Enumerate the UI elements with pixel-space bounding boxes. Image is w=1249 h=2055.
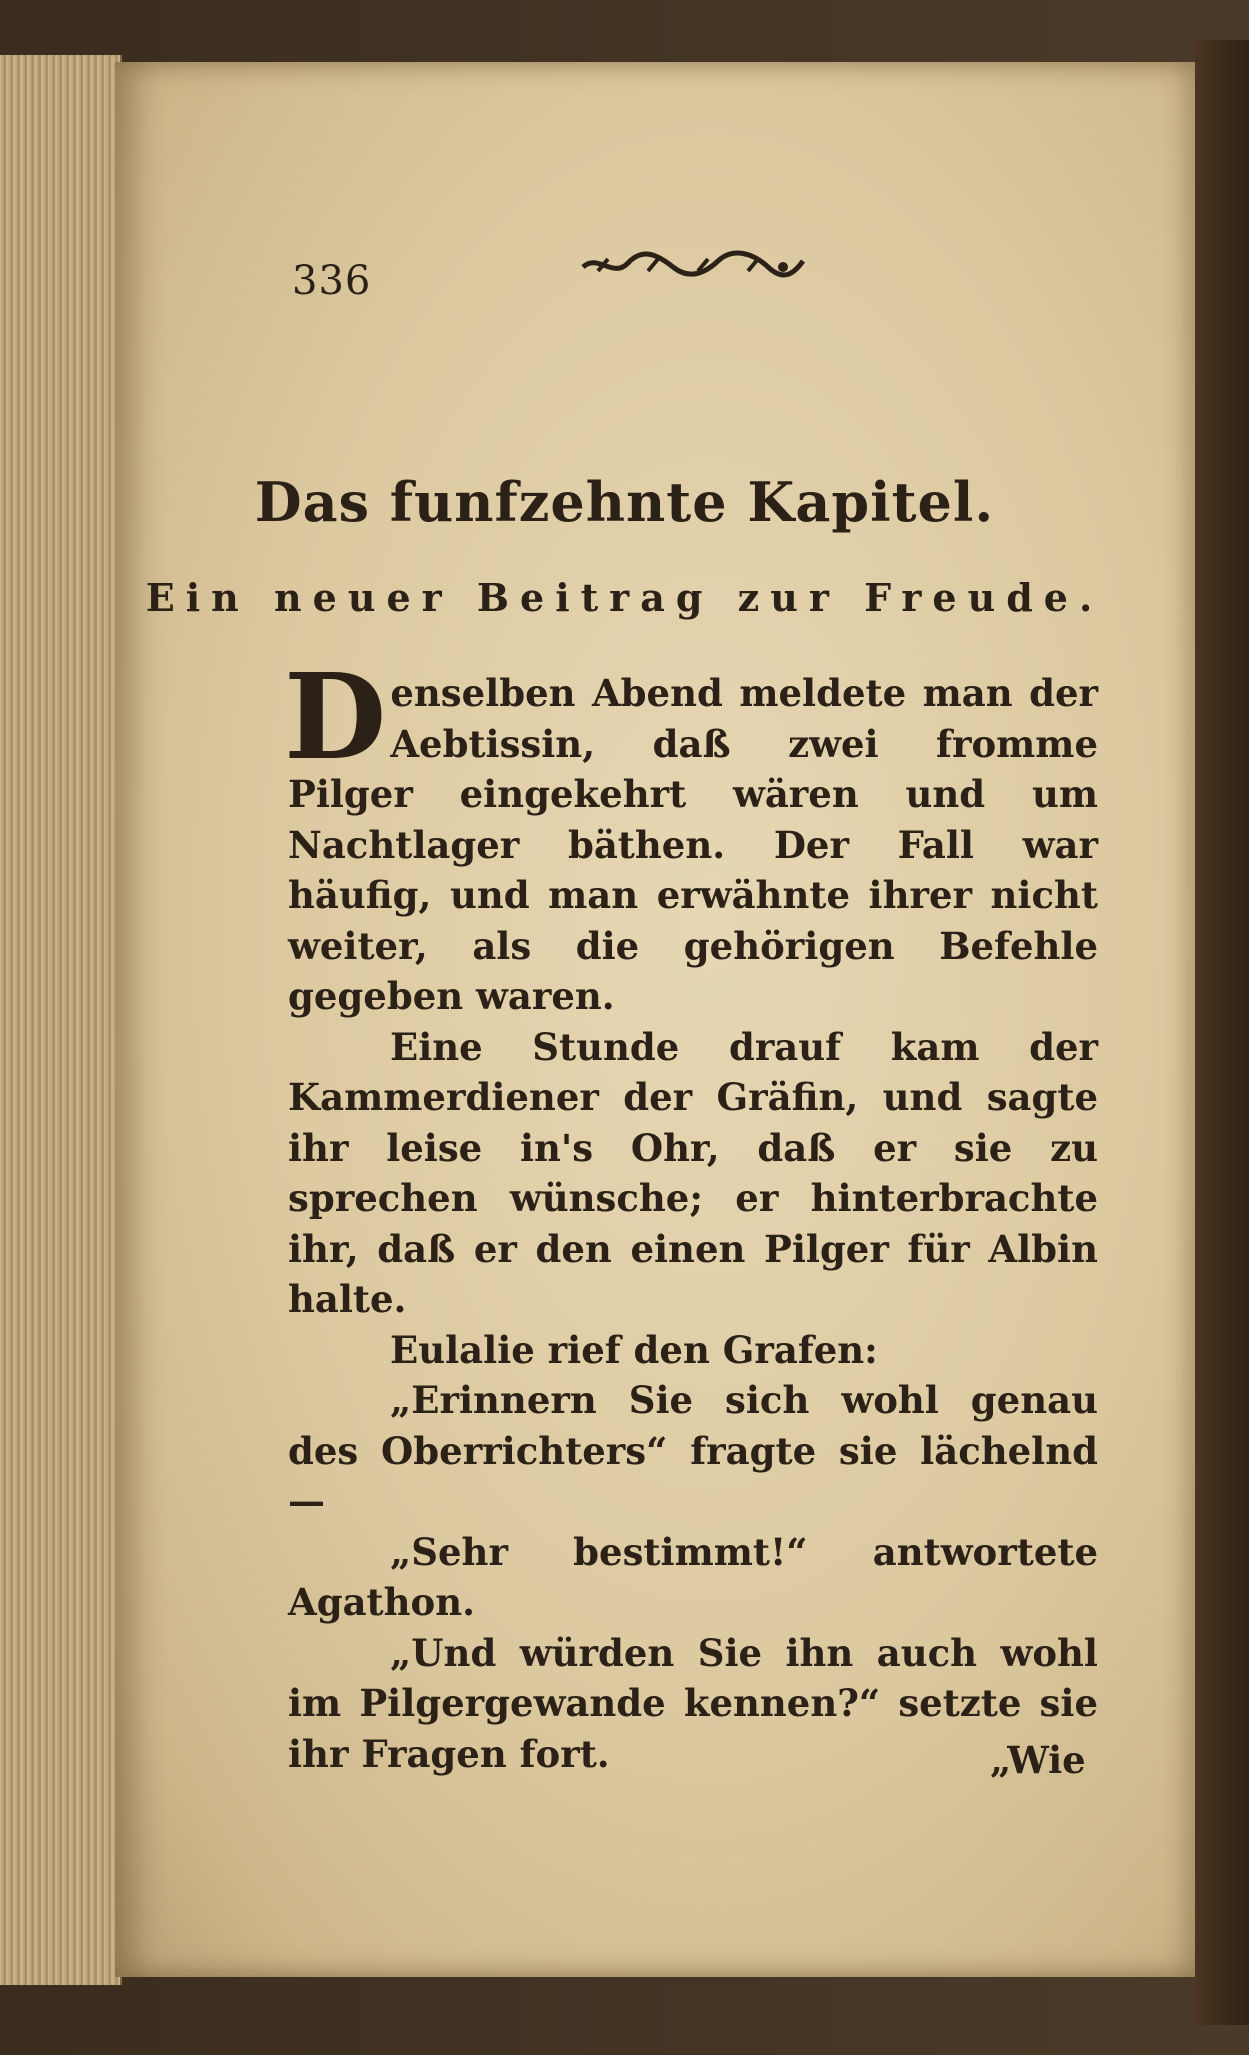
catchword: „Wie (990, 1738, 1086, 1782)
decorative-rule-ornament-icon (578, 245, 808, 285)
paragraph-1 (284, 647, 1098, 1022)
paragraph-3: Eulalie rief den Grafen: (390, 1327, 878, 1372)
right-page-edge (1195, 40, 1249, 2025)
paragraph-2: Eine Stunde drauf kam der Kammerdiener der Gräfin, und sagte ihr leise in's Ohr, daß er sie zu sprechen wünsche; er hinterbrachte ihr, daß er den einen Pilger für Albin halte. (288, 1024, 1098, 1321)
paragraph-5: „Sehr bestimmt!“ antwortete Agathon. (288, 1529, 1098, 1624)
chapter-subtitle: Ein neuer Beitrag zur Freude. (145, 575, 1104, 620)
drop-cap: D (284, 647, 387, 786)
paragraph-4: „Erinnern Sie sich wohl genau des Oberrichters“ fragte sie lächelnd — (288, 1378, 1098, 1523)
paragraph-1-text: enselben Abend meldete man der Aebtissin, daß zwei fromme Pilger eingekehrt wären und um Nachtlager bäthen. Der Fall war häufig, und man erwähnte ihrer nicht weiter, als die gehörigen Befehle gegeben waren. (288, 671, 1098, 1018)
paragraph-6: „Und würden Sie ihn auch wohl im Pilgergewande kennen?“ setzte sie ihr Fragen fort. (288, 1630, 1098, 1776)
body-text (284, 647, 1098, 1779)
page-edges (0, 55, 122, 1985)
page-number: 336 (292, 258, 372, 304)
chapter-title: Das funfzehnte Kapitel. (254, 470, 995, 534)
